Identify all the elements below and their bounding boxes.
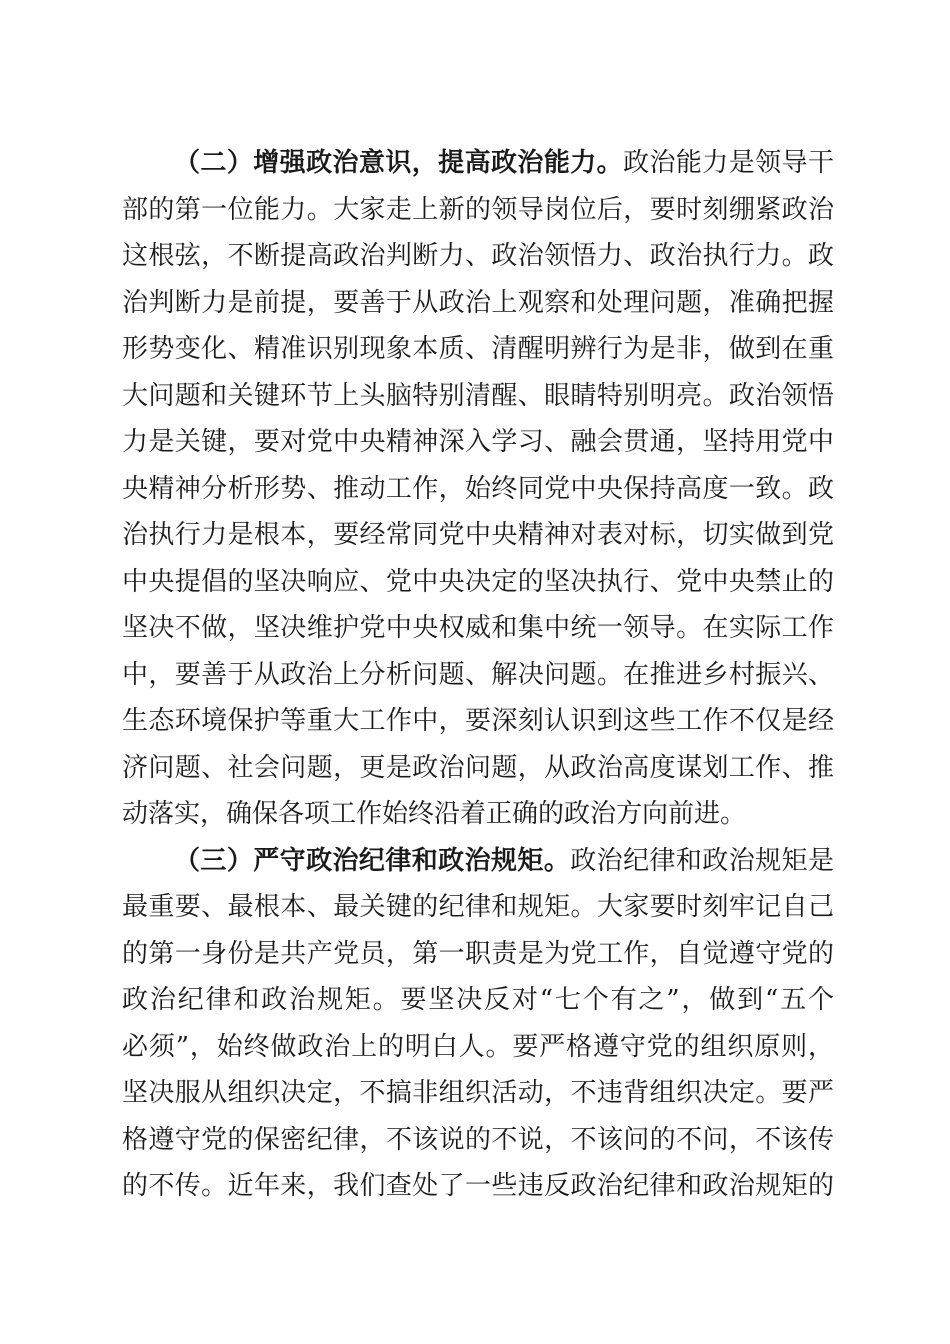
paragraph-3-first-line: [122, 838, 834, 885]
section-heading-3: （三）严守政治纪律和政治规矩。: [174, 845, 571, 876]
paragraph-2-line: 部的第一位能力。大家走上新的领导岗位后，要时刻绷紧政治: [122, 194, 834, 225]
paragraph-3-line: 的第一身份是共产党员，第一职责是为党工作，自觉遵守党的: [122, 938, 834, 969]
paragraph-2-line: 济问题、社会问题，更是政治问题，从政治高度谋划工作、推: [122, 752, 834, 783]
paragraph-3-line: 必须”，始终做政治上的明白人。要严格遵守党的组织原则，: [122, 1031, 834, 1062]
document-body: [122, 140, 834, 1210]
paragraph-2-line: 坚决不做，坚决维护党中央权威和集中统一领导。在实际工作: [122, 613, 834, 643]
paragraph-2-text: 政治能力是领导干: [623, 148, 834, 178]
section-heading-2: （二）增强政治意识，提高政治能力。: [174, 148, 624, 178]
paragraph-2-line: 治判断力是前提，要善于从政治上观察和处理问题，准确把握: [122, 287, 834, 318]
paragraph-2-line: 中央提倡的坚决响应、党中央决定的坚决执行、党中央禁止的: [122, 566, 834, 597]
paragraph-3-line: 坚决服从组织决定，不搞非组织活动，不违背组织决定。要严: [122, 1078, 834, 1108]
paragraph-3-line: 最重要、最根本、最关键的纪律和规矩。大家要时刻牢记自己: [122, 892, 834, 922]
paragraph-2-first-line: [122, 140, 834, 187]
paragraph-3-line: 政治纪律和政治规矩。要坚决反对“七个有之”，做到“五个: [122, 985, 834, 1015]
paragraph-2-line: 大问题和关键环节上头脑特别清醒、眼睛特别明亮。政治领悟: [122, 380, 834, 411]
paragraph-2-line: 中，要善于从政治上分析问题、解决问题。在推进乡村振兴、: [122, 659, 834, 690]
paragraph-2-last-line: 动落实，确保各项工作始终沿着正确的政治方向前进。: [122, 799, 747, 829]
paragraph-3-text: 政治纪律和政治规矩是: [570, 845, 834, 876]
paragraph-3-line: 格遵守党的保密纪律，不该说的不说，不该问的不问，不该传: [122, 1124, 834, 1155]
paragraph-2-line: 形势变化、精准识别现象本质、清醒明辨行为是非，做到在重: [122, 334, 834, 364]
paragraph-2-line: 治执行力是根本，要经常同党中央精神对表对标，切实做到党: [122, 520, 834, 550]
paragraph-2-line: 这根弦，不断提高政治判断力、政治领悟力、政治执行力。政: [122, 241, 834, 271]
paragraph-2-line: 生态环境保护等重大工作中，要深刻认识到这些工作不仅是经: [122, 706, 834, 736]
paragraph-2-line: 力是关键，要对党中央精神深入学习、融会贯通，坚持用党中: [122, 427, 834, 457]
paragraph-3-line: 的不传。近年来，我们查处了一些违反政治纪律和政治规矩的: [122, 1171, 834, 1201]
paragraph-2-line: 央精神分析形势、推动工作，始终同党中央保持高度一致。政: [122, 473, 834, 504]
